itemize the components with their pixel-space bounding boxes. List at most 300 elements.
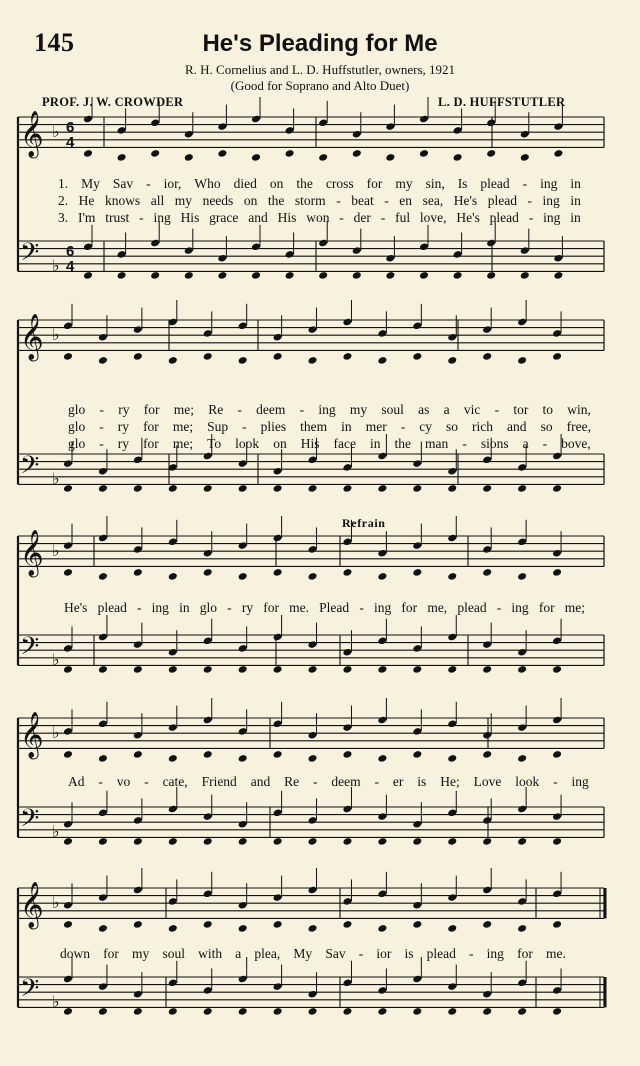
lyric-syllable: me.: [545, 946, 566, 961]
lyric-syllable: cy: [419, 419, 432, 434]
lyric-syllable: der: [353, 210, 371, 225]
lyric-syllable: love,: [419, 210, 447, 225]
note-head: [517, 837, 527, 846]
note-head: [168, 484, 178, 493]
note-head: [352, 271, 362, 280]
lyric-syllable: win,: [567, 402, 591, 417]
lyric-syllable: on: [243, 193, 258, 208]
note-head: [352, 149, 362, 158]
lyric-syllable: -: [400, 419, 406, 434]
lyric-syllable: down: [60, 946, 90, 961]
note-head: [238, 572, 248, 581]
lyric-line: [60, 946, 566, 962]
lyric-syllable: 2.: [58, 193, 69, 208]
note-head: [552, 837, 562, 846]
time-signature-bottom: 4: [66, 258, 75, 275]
note-head: [419, 149, 429, 158]
bass-clef-icon: 𝄢: [20, 238, 40, 273]
lyric-syllable: ry: [117, 436, 130, 451]
note-head: [447, 356, 457, 365]
lyric-syllable: on: [273, 436, 287, 451]
note-head: [318, 271, 328, 280]
lyric-syllable: all: [150, 193, 165, 208]
note-head: [482, 920, 492, 929]
lyric-syllable: er: [392, 774, 404, 789]
lyric-syllable: ry: [118, 402, 130, 417]
lyric-syllable: them: [300, 419, 328, 434]
flat-key-signature-icon: ♭: [52, 650, 60, 669]
note-head: [377, 754, 387, 763]
lyric-syllable: ing: [543, 210, 561, 225]
note-head: [308, 924, 318, 933]
lyric-syllable: Sup: [207, 419, 229, 434]
lyric-syllable: ry: [241, 600, 254, 615]
note-head: [168, 665, 178, 674]
time-signature-bottom: 4: [66, 134, 75, 151]
note-head: [412, 352, 422, 361]
note-head: [168, 754, 178, 763]
lyric-syllable: Ad: [68, 774, 85, 789]
lyric-syllable: glo: [68, 436, 86, 451]
lyric-syllable: ior: [376, 946, 392, 961]
lyric-syllable: for: [143, 419, 159, 434]
note-head: [238, 484, 248, 493]
lyric-syllable: -: [380, 210, 386, 225]
note-head: [377, 665, 387, 674]
note-head: [517, 665, 527, 674]
note-head: [133, 750, 143, 759]
lyric-syllable: -: [462, 436, 467, 451]
note-head: [482, 750, 492, 759]
note-head: [150, 271, 160, 280]
lyric-syllable: me;: [173, 402, 194, 417]
lyric-syllable: -: [384, 193, 389, 208]
treble-clef-icon: 𝄞: [20, 712, 44, 758]
lyric-syllable: in: [570, 176, 581, 191]
note-head: [447, 924, 457, 933]
note-head: [133, 568, 143, 577]
note-head: [168, 924, 178, 933]
lyric-syllable: My: [81, 176, 100, 191]
lyric-syllable: a: [235, 946, 242, 961]
lyric-syllable: -: [137, 600, 142, 615]
lyric-syllable: -: [98, 774, 103, 789]
note-head: [552, 352, 562, 361]
lyric-syllable: to: [542, 402, 554, 417]
hymn-title: He's Pleading for Me: [202, 30, 438, 57]
lyric-syllable: Friend: [201, 774, 237, 789]
note-head: [447, 665, 457, 674]
lyric-syllable: vic: [463, 402, 481, 417]
bass-clef-icon: 𝄢: [20, 632, 40, 667]
lyric-syllable: trust: [105, 210, 130, 225]
lyric-syllable: -: [522, 176, 528, 191]
bass-clef-icon: 𝄢: [20, 974, 40, 1009]
lyric-syllable: His: [180, 210, 200, 225]
lyric-line: [68, 436, 591, 452]
note-head: [238, 837, 248, 846]
lyric-syllable: beat: [351, 193, 374, 208]
note-head: [486, 271, 496, 280]
note-head: [63, 920, 73, 929]
note-head: [412, 568, 422, 577]
lyric-syllable: face: [333, 436, 356, 451]
note-head: [203, 568, 213, 577]
note-head: [342, 1007, 352, 1016]
note-head: [517, 924, 527, 933]
refrain-label: Refrain: [342, 516, 386, 530]
note-head: [83, 149, 93, 158]
note-head: [98, 665, 108, 674]
lyric-syllable: glo: [68, 419, 86, 434]
note-head: [98, 356, 108, 365]
lyric-syllable: -: [339, 210, 344, 225]
flat-key-signature-icon: ♭: [52, 822, 60, 841]
note-head: [98, 924, 108, 933]
lyric-syllable: -: [227, 600, 232, 615]
note-head: [412, 837, 422, 846]
note-head: [385, 153, 395, 162]
note-head: [412, 750, 422, 759]
note-head: [552, 484, 562, 493]
note-head: [184, 271, 194, 280]
note-head: [83, 271, 93, 280]
note-head: [203, 484, 213, 493]
note-head: [517, 1007, 527, 1016]
note-head: [117, 153, 127, 162]
lyric-syllable: -: [527, 193, 532, 208]
lyric-syllable: the: [296, 176, 313, 191]
lyric-syllable: Love: [473, 774, 502, 789]
note-head: [342, 837, 352, 846]
page-number: 145: [34, 28, 75, 57]
note-head: [133, 484, 143, 493]
lyric-syllable: plead: [480, 176, 510, 191]
copyright-line: R. H. Cornelius and L. D. Huffstutler, owners, 1921: [184, 62, 456, 77]
lyric-syllable: in: [570, 193, 581, 208]
lyric-syllable: sions: [480, 436, 509, 451]
note-head: [273, 920, 283, 929]
lyric-syllable: ing: [486, 946, 504, 961]
lyric-syllable: my: [174, 193, 193, 208]
note-head: [168, 837, 178, 846]
note-head: [238, 1007, 248, 1016]
lyric-syllable: vo: [116, 774, 131, 789]
lyric-syllable: my: [132, 946, 150, 961]
lyric-syllable: plea,: [254, 946, 281, 961]
note-head: [133, 837, 143, 846]
flat-key-signature-icon: ♭: [52, 541, 60, 560]
note-head: [377, 572, 387, 581]
note-head: [308, 572, 318, 581]
lyric-syllable: sin,: [425, 176, 445, 191]
lyric-syllable: the: [267, 193, 285, 208]
lyric-syllable: ing: [151, 600, 169, 615]
lyric-syllable: -: [494, 402, 500, 417]
lyric-syllable: plead: [426, 946, 456, 961]
lyric-syllable: -: [312, 774, 318, 789]
lyric-syllable: me.: [289, 600, 310, 615]
treble-clef-icon: 𝄞: [20, 530, 44, 576]
lyric-syllable: for: [143, 402, 160, 417]
flat-key-signature-icon: ♭: [52, 723, 60, 742]
note-head: [453, 271, 463, 280]
note-head: [447, 572, 457, 581]
lyric-syllable: To: [207, 436, 222, 451]
note-head: [342, 568, 352, 577]
note-head: [517, 754, 527, 763]
bass-clef-icon: 𝄢: [20, 804, 40, 839]
lyric-syllable: ful: [395, 210, 411, 225]
lyric-syllable: ing: [153, 210, 171, 225]
lyric-syllable: man: [425, 436, 449, 451]
lyric-syllable: ing: [540, 176, 558, 191]
note-head: [168, 356, 178, 365]
lyric-syllable: -: [139, 210, 144, 225]
lyric-syllable: Sav: [112, 176, 134, 191]
lyric-syllable: knows: [104, 193, 141, 208]
note-head: [482, 665, 492, 674]
lyric-syllable: He's: [64, 600, 88, 615]
note-head: [203, 750, 213, 759]
note-head: [63, 750, 73, 759]
lyric-syllable: a: [443, 402, 450, 417]
note-head: [133, 665, 143, 674]
lyric-syllable: so: [540, 419, 553, 434]
note-head: [63, 665, 73, 674]
note-head: [150, 149, 160, 158]
lyric-syllable: He's: [456, 210, 480, 225]
lyric-line: [68, 774, 589, 790]
lyric-syllable: Re: [208, 402, 224, 417]
note-head: [482, 568, 492, 577]
note-head: [98, 837, 108, 846]
note-head: [308, 356, 318, 365]
note-head: [251, 153, 261, 162]
lyric-syllable: and: [248, 210, 268, 225]
note-head: [184, 153, 194, 162]
lyric-syllable: tor: [513, 402, 529, 417]
lyric-line: [58, 193, 581, 209]
lyric-syllable: is: [417, 774, 427, 789]
note-head: [98, 572, 108, 581]
lyric-syllable: -: [496, 600, 502, 615]
lyric-syllable: me,: [427, 600, 448, 615]
note-head: [482, 352, 492, 361]
note-head: [318, 153, 328, 162]
lyric-syllable: soul: [162, 946, 185, 961]
note-head: [342, 352, 352, 361]
lyric-syllable: His: [277, 210, 297, 225]
lyric-syllable: He: [78, 193, 95, 208]
note-head: [552, 568, 562, 577]
note-head: [117, 271, 127, 280]
note-head: [63, 484, 73, 493]
lyric-syllable: My: [293, 946, 313, 961]
note-head: [482, 484, 492, 493]
lyric-syllable: -: [99, 402, 104, 417]
note-head: [412, 1007, 422, 1016]
lyric-syllable: me;: [172, 419, 194, 434]
lyric-syllable: died: [233, 176, 257, 191]
lyric-syllable: for: [143, 436, 159, 451]
note-head: [308, 484, 318, 493]
lyric-syllable: -: [469, 946, 474, 961]
lyric-syllable: Who: [194, 176, 221, 191]
flat-key-signature-icon: ♭: [52, 469, 60, 488]
note-head: [486, 149, 496, 158]
lyric-syllable: -: [99, 419, 104, 434]
lyric-syllable: -: [242, 419, 247, 434]
lyric-syllable: and: [507, 419, 527, 434]
note-head: [251, 271, 261, 280]
lyric-syllable: is: [404, 946, 414, 961]
note-head: [482, 837, 492, 846]
note-head: [203, 665, 213, 674]
lyric-syllable: Sav: [325, 946, 346, 961]
lyric-syllable: for: [517, 946, 533, 961]
note-head: [553, 149, 563, 158]
lyric-syllable: -: [553, 774, 558, 789]
lyric-syllable: -: [358, 946, 364, 961]
lyric-syllable: ry: [117, 419, 130, 434]
lyric-syllable: glo: [68, 402, 86, 417]
note-head: [203, 920, 213, 929]
note-head: [63, 352, 73, 361]
lyric-syllable: and: [250, 774, 271, 789]
lyric-syllable: plead: [487, 193, 517, 208]
lyric-syllable: ing: [318, 402, 336, 417]
note-head: [385, 271, 395, 280]
lyric-syllable: my: [395, 176, 413, 191]
lyric-syllable: plead: [97, 600, 127, 615]
note-head: [273, 665, 283, 674]
note-head: [419, 271, 429, 280]
note-head: [377, 356, 387, 365]
lyric-syllable: His: [300, 436, 320, 451]
note-head: [342, 665, 352, 674]
time-signature-top: 6: [66, 119, 75, 136]
lyric-syllable: -: [528, 210, 534, 225]
note-head: [552, 920, 562, 929]
lyric-syllable: look: [235, 436, 260, 451]
lyric-syllable: a: [522, 436, 529, 451]
flat-key-signature-icon: ♭: [52, 325, 60, 344]
lyric-syllable: plead: [489, 210, 519, 225]
lyric-syllable: soul: [381, 402, 404, 417]
flat-key-signature-icon: ♭: [52, 122, 60, 141]
note-head: [447, 754, 457, 763]
music-credit: L. D. HUFFSTUTLER: [438, 95, 566, 109]
flat-key-signature-icon: ♭: [52, 992, 60, 1011]
lyric-syllable: He's: [453, 193, 478, 208]
note-head: [98, 754, 108, 763]
note-head: [552, 665, 562, 674]
note-head: [273, 1007, 283, 1016]
lyric-syllable: plead: [457, 600, 487, 615]
lyric-syllable: plies: [260, 419, 287, 434]
lyric-syllable: storm: [294, 193, 326, 208]
lyric-syllable: -: [299, 402, 305, 417]
note-head: [203, 1007, 213, 1016]
lyric-line: [64, 600, 585, 616]
treble-clef-icon: 𝄞: [20, 111, 44, 157]
lyric-syllable: -: [542, 436, 548, 451]
lyric-line: [68, 419, 591, 435]
note-head: [377, 484, 387, 493]
note-head: [133, 1007, 143, 1016]
treble-clef-icon: 𝄞: [20, 882, 44, 928]
note-head: [98, 484, 108, 493]
note-head: [63, 568, 73, 577]
lyric-syllable: 1.: [58, 176, 69, 191]
note-head: [133, 920, 143, 929]
note-head: [308, 665, 318, 674]
lyric-syllable: sea,: [422, 193, 444, 208]
lyric-syllable: in: [179, 600, 190, 615]
lyric-syllable: -: [374, 774, 380, 789]
note-head: [342, 920, 352, 929]
note-head: [520, 271, 530, 280]
note-head: [377, 924, 387, 933]
note-head: [285, 149, 295, 158]
note-head: [482, 1007, 492, 1016]
note-head: [168, 1007, 178, 1016]
note-head: [168, 572, 178, 581]
lyric-syllable: He;: [440, 774, 460, 789]
flat-key-signature-icon: ♭: [52, 893, 60, 912]
note-head: [447, 1007, 457, 1016]
lyric-syllable: so: [446, 419, 459, 434]
note-head: [553, 271, 563, 280]
lyric-syllable: won: [306, 210, 330, 225]
words-credit: PROF. J. W. CROWDER: [42, 95, 184, 109]
lyric-syllable: needs: [202, 193, 234, 208]
note-head: [203, 837, 213, 846]
lyric-syllable: ing: [373, 600, 392, 615]
bass-clef-icon: 𝄢: [20, 451, 40, 486]
note-head: [552, 1007, 562, 1016]
note-head: [63, 837, 73, 846]
note-head: [412, 665, 422, 674]
note-head: [238, 924, 248, 933]
note-head: [217, 271, 227, 280]
lyric-syllable: as: [418, 402, 430, 417]
lyric-syllable: -: [237, 402, 242, 417]
lyric-syllable: me;: [564, 600, 585, 615]
lyric-line: [58, 176, 581, 192]
note-head: [238, 754, 248, 763]
note-head: [238, 356, 248, 365]
lyric-syllable: cate,: [162, 774, 188, 789]
lyric-syllable: in: [570, 210, 581, 225]
lyric-syllable: for: [103, 946, 119, 961]
lyric-line: [68, 402, 591, 418]
lyric-syllable: for: [263, 600, 279, 615]
note-head: [552, 750, 562, 759]
lyric-syllable: -: [99, 436, 104, 451]
note-head: [133, 352, 143, 361]
lyric-syllable: 3.: [58, 210, 69, 225]
lyric-line: [58, 210, 581, 226]
lyric-syllable: for: [538, 600, 555, 615]
lyric-syllable: rich: [472, 419, 494, 434]
note-head: [342, 750, 352, 759]
note-head: [63, 1007, 73, 1016]
note-head: [217, 149, 227, 158]
note-head: [98, 1007, 108, 1016]
note-head: [308, 1007, 318, 1016]
